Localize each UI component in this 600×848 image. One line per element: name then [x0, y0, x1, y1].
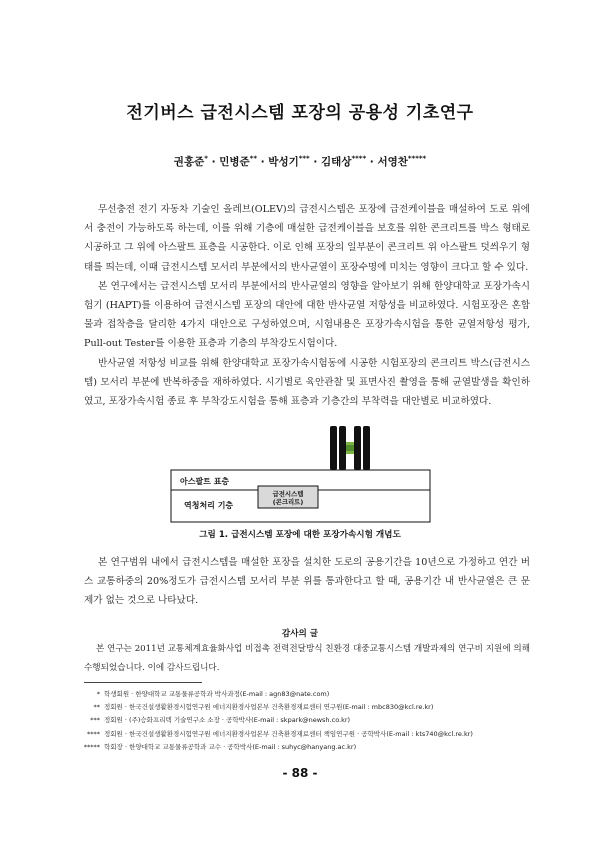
author-mark: **	[249, 154, 257, 163]
author-name: 민병준	[219, 156, 250, 168]
author-mark: *	[204, 154, 208, 163]
intro-section	[84, 200, 530, 411]
author-separator: ·	[313, 156, 318, 168]
base-layer-label: 역청처리 기층	[184, 501, 234, 510]
footnote-text: 학생회원 · 한양대학교 교통물류공학과 박사과정(E-mail : agn83@nate.com)	[104, 690, 330, 698]
author-list	[0, 154, 600, 169]
paper-title: 전기버스 급전시스템 포장의 공용성 기초연구	[126, 103, 474, 123]
author-name: 박성기	[268, 156, 299, 168]
footnotes	[70, 688, 540, 754]
footnote-mark: ***	[90, 716, 100, 725]
footnote-mark: *****	[83, 742, 100, 751]
footnote-text: 정회원 · (주)승화프리텍 기술연구소 소장 · 공학박사(E-mail : skpark@newsh.co.kr)	[104, 716, 351, 725]
author-mark: ****	[351, 154, 367, 163]
author-mark: ***	[298, 154, 310, 163]
author-name: 권홍준	[173, 156, 205, 168]
intro-paragraph: 반사균열 저항성 비교를 위해 한양대학교 포장가속시험동에 시공한 시험포장의 콘크리트 박스(급전시스템) 모서리 부분에 반복하중을 재하하였다. 시기별로 육안관찰 및 표면사진 촬영을 통해 균열발생을 확인하였고, 포장가속시험 종료 후 부착강도시험을 통해 표층과 기층간의 부착력을 대안별로 비교하였다.	[84, 357, 530, 408]
author-name: 김태상	[321, 156, 352, 168]
author-separator: ·	[260, 156, 265, 168]
footnote-mark: ****	[87, 729, 100, 738]
intro-paragraph: 본 연구에서는 급전시스템 모서리 부분에서의 반사균열의 영향을 알아보기 위해 한양대학교 포장가속시험기 (HAPT)를 이용하여 급전시스템 포장의 대안에 대한 반사균열 저항성을 비교하였다. 시험포장은 혼합물과 접착층을 달리한 4가지 대안으로 구성하였으며, 시험내용은 포장가속시험을 통한 균열저항성 평가, Pull-out Tester를 이용한 표층과 기층의 부착강도시험이다.	[84, 280, 530, 350]
conclusion-paragraph: 본 연구범위 내에서 급전시스템을 매설한 포장을 설치한 도로의 공용기간을 10년으로 가정하고 연간 버스 교통하중의 20%정도가 급전시스템 모서리 부분 위를 통과한다고 할 때, 공용기간 내 반사균열은 큰 문제가 없는 것으로 나타났다.	[84, 557, 530, 607]
acknowledgement-text: 본 연구는 2011년 교통체계효율화사업 비접촉 전력전달방식 친환경 대중교통시스템 개발과제의 연구비 지원에 의해 수행되었습니다. 이에 감사드립니다.	[84, 644, 530, 673]
wheel-assembly-icon	[330, 426, 370, 470]
author-separator: ·	[369, 156, 374, 168]
footnote-divider	[84, 682, 202, 683]
page-number: - 88 -	[282, 766, 318, 780]
footnote-text: 학회장 · 한양대학교 교통물류공학과 교수 · 공학박사(E-mail : suhyc@hanyang.ac.kr)	[104, 742, 357, 751]
asphalt-layer-label: 아스팔트 표층	[180, 477, 230, 486]
concept-diagram	[170, 424, 432, 524]
footnote-item	[70, 688, 540, 701]
footnote-mark: **	[93, 703, 100, 712]
author-mark: *****	[407, 154, 427, 163]
footnote-item	[70, 728, 540, 741]
conclusion-section	[84, 553, 530, 611]
footnote-item	[70, 701, 540, 714]
footnote-item	[70, 714, 540, 727]
footnote-text: 정회원 · 한국건설생활환경시험연구원 에너지환경사업본부 건축환경재료센터 연구원(E-mail : mbc830@kcl.re.kr)	[104, 703, 434, 712]
footnote-mark: *	[96, 690, 100, 698]
footnote-text: 정회원 · 한국건설생활환경시험연구원 에너지환경사업본부 건축환경재료센터 책임연구원 · 공학박사(E-mail : kts740@kcl.re.kr)	[104, 729, 473, 738]
feeding-system-label: 급전시스템	[272, 490, 304, 498]
concrete-label: (콘크리트)	[272, 498, 304, 506]
concept-figure	[170, 424, 432, 524]
author-separator: ·	[211, 156, 216, 168]
figure-caption: 그림 1. 급전시스템 포장에 대한 포장가속시험 개념도	[199, 530, 401, 540]
footnote-item	[70, 741, 540, 754]
author-name: 서영찬	[377, 156, 408, 168]
intro-paragraph: 무선충전 전기 자동차 기술인 올레브(OLEV)의 급전시스템은 포장에 급전케이블을 매설하여 도로 위에서 충전이 가능하도록 하는데, 이를 위해 기층에 매설한 급전케이블을 보호를 위한 콘크리트를 박스 형태로 시공하고 그 위에 아스팔트 표층을 시공한다. 이로 인해 포장의 일부분이 콘크리트 위 아스팔트 덧씌우기 형태를 띄는데, 이때 급전시스템 모서리 부분에서의 반사균열이 포장수명에 미치는 영향이 크다고 할 수 있다.	[84, 204, 530, 273]
acknowledgement-title: 감사의 글	[281, 629, 319, 639]
